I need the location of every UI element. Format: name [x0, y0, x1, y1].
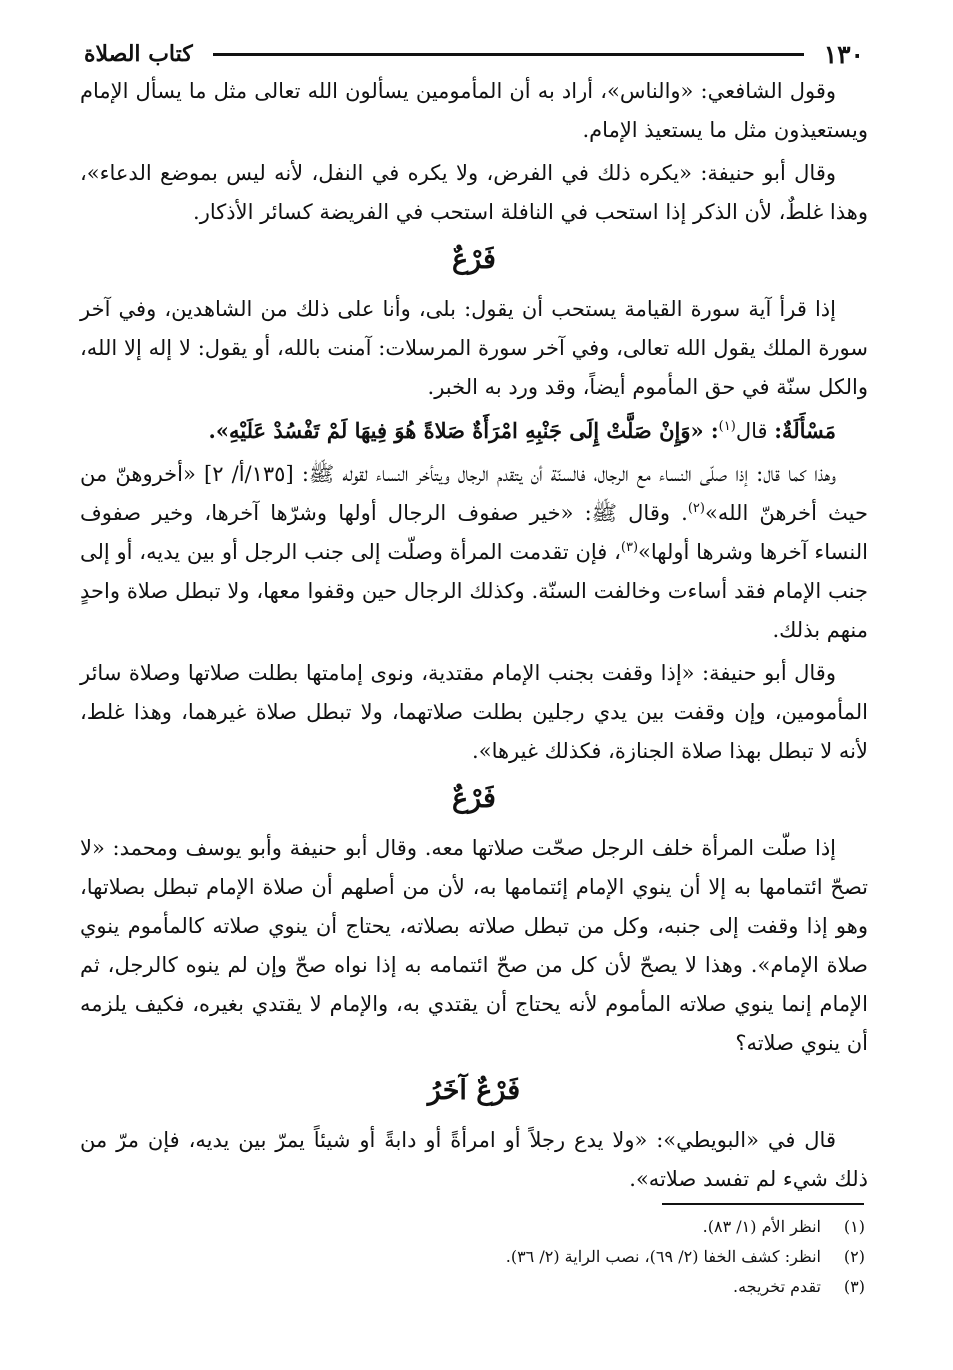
section-heading: فَرْعٌ [452, 783, 496, 814]
footnote-ref: (٢) [687, 501, 705, 516]
issue-verse: : «وَإِنْ صَلَّتْ إِلَى جَنْبِهِ امْرَأَةٌ صَلاةً هُوَ فِيهَا لَمْ تَفْسُدْ عَلَيْهِ». [208, 418, 719, 443]
footnote-number: (٣) [843, 1277, 865, 1296]
paragraph: وقال أبو حنيفة: «يكره ذلك في الفرض، ولا يكره في النفل، لأنه ليس بموضع الدعاء»، وهذا غلطٌ، لأن الذكر إذا استحب في النافلة استحب في الفريضة كسائر الأذكار. [80, 161, 868, 224]
footnote [300, 1212, 865, 1242]
paragraph: قال في «البويطي»: «ولا يدع رجلاً أو امرأةً أو دابةً أو شيئاً يمرّ بين يديه، فإن مرّ من ذلك شيء لم تفسد صلاته». [80, 1128, 868, 1191]
footnote-divider [662, 1203, 864, 1205]
footnote-text: انظر: كشف الخفا (٢/ ٦٩)، نصب الراية (٢/ ٣٦). [505, 1247, 821, 1266]
section-heading: فَرْعٌ آخَرُ [427, 1075, 521, 1106]
footnote-ref: (١) [718, 419, 736, 434]
paragraph: وقال أبو حنيفة: «إذا وقفت بجنب الإمام مقتدية، ونوى إمامتها بطلت صلاتها وصلاة سائر المأمومين، وإن وقفت بين يدي رجلين بطلت صلاتهما، ولا تبطل صلاة غيرهما، وهذا غلط، لأنه لا تبطل بهذا صلاة الجنازة، فكذلك غيرها». [80, 661, 869, 763]
footnote-text: تقدم تخريجه. [733, 1277, 821, 1296]
issue-paragraph [80, 411, 868, 451]
running-title: كتاب الصلاة [84, 41, 193, 67]
main-text [80, 72, 868, 1203]
paragraph: وقول الشافعي: «والناس»، أراد به أن المأمومين يسألون الله تعالى مثل ما يسأل الإمام ويستعيذون مثل ما يستعيذ الإمام. [80, 79, 868, 142]
paragraph: إذا صلّت المرأة خلف الرجل صحّت صلاتها معه. وقال أبو حنيفة وأبو يوسف ومحمد: «لا تصحّ ائتمامها به إلا أن ينوي الإمام إئتمامها به، لأن من أصلهم أن صلاة الإمام تبطل بصلاتها، وهو إذا وقفت إلى جنبه، وكل من تبطل صلاته بصلاته، يحتاج أن ينوي صلاته كالمأموم ينوي صلاة الإمام». وهذا لا يصحّ لأن كل من صحّ ائتمامه به إذا نواه صحّ وإن لم ينوه كالرجل، ثم الإمام إنما ينوي صلاته المأموم لأنه يحتاج أن يقتدي به، والإمام لا يقتدي بغيره، فكيف يلزمه أن ينوي صلاته؟ [80, 836, 868, 1055]
page-header [84, 36, 864, 72]
page-number: ١٣٠ [823, 39, 864, 69]
footnotes [300, 1212, 865, 1302]
footnote [300, 1272, 865, 1302]
footnote-number: (٢) [843, 1247, 865, 1266]
issue-label: مَسْأَلَةٌ: [774, 418, 836, 443]
footnote-ref: (٣) [620, 540, 639, 555]
header-rule [213, 53, 804, 56]
section-heading: فَرْعٌ [452, 244, 496, 275]
paragraph: إذا قرأ آية سورة القيامة يستحب أن يقول: بلى، وأنا على ذلك من الشاهدين، وفي آخر سورة الملك يقول الله تعالى، وفي آخر سورة المرسلات: آمنت بالله، أو يقول: لا إله إلا الله، والكل سنّة في حق المأموم أيضاً، وقد ورد به الخبر. [80, 297, 868, 399]
paragraph-part: ، فإن تقدمت المرأة وصلّت إلى جنب الرجل أو بين يديه، أو إلى جنب الإمام فقد أساءت وخالفت السنّة. وكذلك الرجال حين وقفوا معها، ولا تبطل صلاة واحدٍ منهم بذلك. [80, 540, 868, 642]
paragraph [80, 455, 868, 650]
issue-qal: قال [735, 419, 768, 443]
footnote [300, 1242, 865, 1272]
paragraph-part: . وقال ﷺ: «خير صفوف الرجال أولها وشرّها آخرها، وخير صفوف النساء آخرها وشرها أولها» [80, 501, 868, 564]
paragraph-part: وهذا كما قال: إذا صلّى النساء مع الرجال، فالسنّة أن يتقدم الرجال ويتأخر النساء لقوله ﷺ: [١٣٥/أ/ ٢] «أخروهنّ من حيث أخرهنّ الله» [80, 462, 868, 525]
footnote-text: انظر الأم (١/ ٨٣). [702, 1217, 821, 1236]
footnote-number: (١) [843, 1217, 865, 1236]
